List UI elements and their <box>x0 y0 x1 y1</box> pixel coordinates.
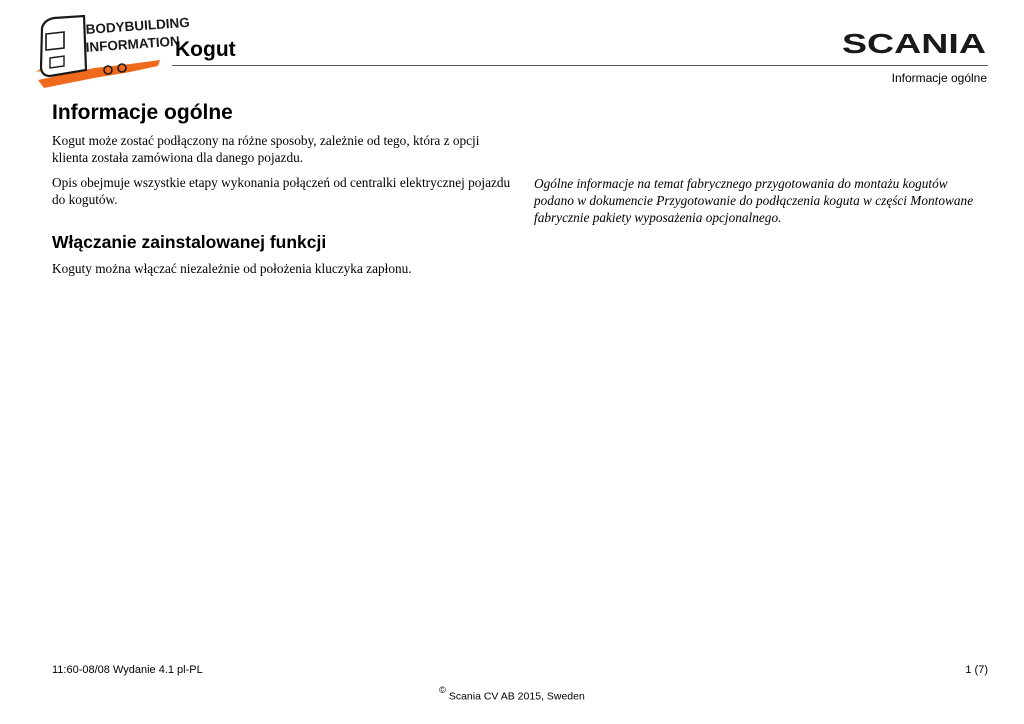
intro-paragraph: Kogut może zostać podłączony na różne sposoby, zależnie od tego, która z opcji klienta została zamówiona dla danego pojazdu. <box>52 133 480 165</box>
scope-paragraph: Opis obejmuje wszystkie etapy wykonania połączeń od centralki elektrycznej pojazdu do kogutów. <box>52 175 511 207</box>
document-title: Kogut <box>175 38 236 61</box>
copyright-text: Scania CV AB 2015, Sweden <box>448 690 585 703</box>
side-note: Ogólne informacje na temat fabrycznego przygotowania do montażu kogutów podano w dokumencie Przygotowanie do podłączenia koguta w części Montowane fabrycznie pakiety wyposażenia opcjonalnego. <box>534 176 974 225</box>
document-id: 11:60-08/08 Wydanie 4.1 pl-PL <box>52 664 203 676</box>
svg-text:BODYBUILDING: BODYBUILDING <box>85 14 191 37</box>
header-section-label: Informacje ogólne <box>891 71 987 85</box>
bodybuilding-information-logo <box>34 14 191 90</box>
copyright <box>0 686 1024 704</box>
header-divider <box>172 65 988 66</box>
activation-paragraph: Koguty można włączać niezależnie od położenia kluczyka zapłonu. <box>52 261 412 276</box>
main-heading: Informacje ogólne <box>52 101 233 124</box>
scania-logo <box>842 28 987 59</box>
svg-text:SCANIA: SCANIA <box>842 28 986 59</box>
copyright-symbol: © <box>439 685 446 695</box>
svg-text:INFORMATION: INFORMATION <box>85 33 181 55</box>
page-number: 1 (7) <box>965 664 988 676</box>
subheading: Włączanie zainstalowanej funkcji <box>52 232 327 252</box>
